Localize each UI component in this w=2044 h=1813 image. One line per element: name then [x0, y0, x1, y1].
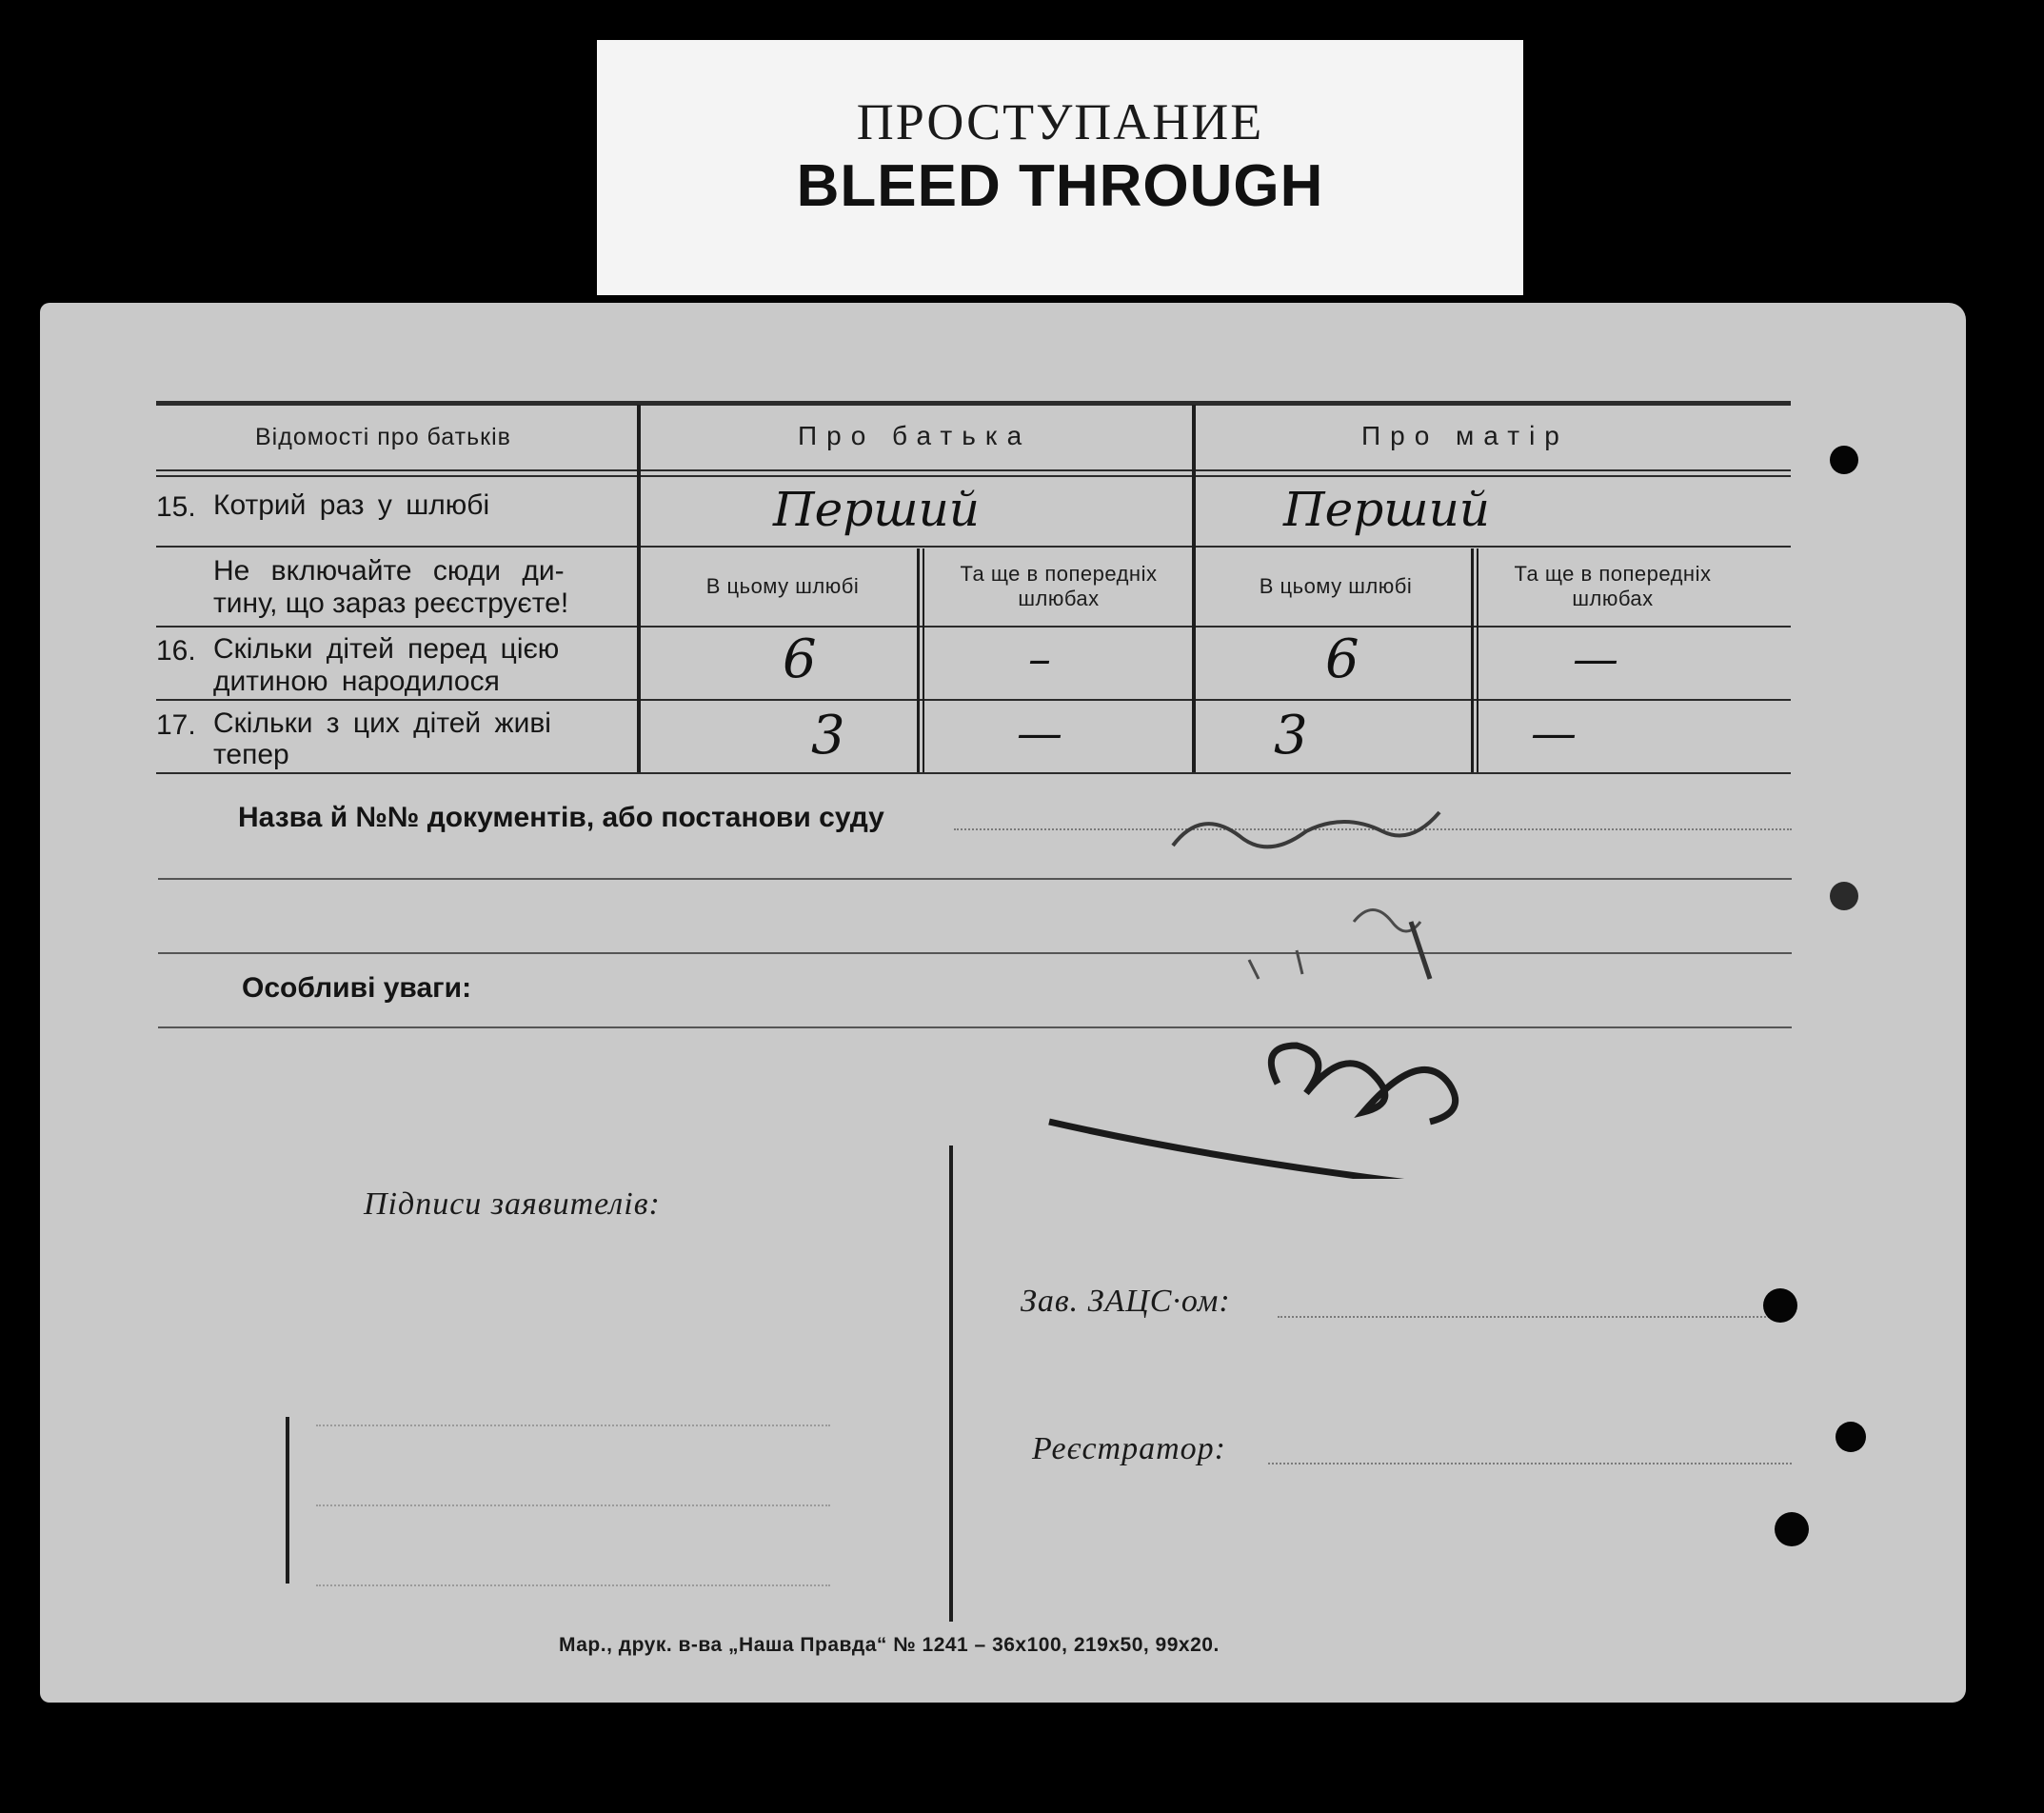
signatures-label: Підписи заявителів: — [364, 1186, 661, 1222]
row17-label-1: Скільки з цих дітей живі — [213, 707, 551, 739]
col1-divider — [637, 405, 641, 772]
zags-head-line — [1278, 1316, 1792, 1318]
header-mother: Про матір — [1361, 421, 1569, 450]
bleed-through-label — [597, 40, 1523, 295]
father-prev-line2: шлюбах — [1018, 587, 1100, 610]
mother-prev-line1: Та ще в попередніх — [1514, 562, 1712, 586]
mother-prev-marriages-header — [1479, 562, 1746, 611]
signature-bracket — [286, 1417, 289, 1584]
mother-subcol-divider — [1471, 548, 1474, 772]
row17-mother-prev: — — [1531, 707, 1577, 760]
documents-label: Назва й №№ документів, або постанови суду — [238, 802, 884, 833]
printer-footer: Мар., друк. в-ва „Наша Правда“ № 1241 – 36x100, 219x50, 99x20. — [559, 1634, 1220, 1656]
signature-line-1 — [316, 1424, 830, 1426]
mother-prev-line2: шлюбах — [1572, 587, 1654, 610]
header-rule-2 — [156, 475, 1791, 477]
zags-head-label: Зав. ЗАЦС·ом: — [1021, 1284, 1231, 1319]
binder-hole — [1830, 446, 1858, 474]
row15-rule — [156, 546, 1791, 548]
father-this-marriage-header: В цьому шлюбі — [705, 574, 860, 598]
row15-number: 15. — [156, 491, 196, 523]
row16-rule — [156, 699, 1791, 701]
binder-hole — [1763, 1288, 1797, 1323]
row17-number: 17. — [156, 709, 196, 741]
father-prev-line1: Та ще в попередніх — [960, 562, 1158, 586]
row16-father-this: 6 — [783, 628, 817, 690]
row17-father-this: 3 — [811, 705, 845, 767]
note-line-1: Не включайте сюди ди- — [213, 555, 565, 587]
row15-father-value: Перший — [773, 482, 980, 537]
row16-number: 16. — [156, 635, 196, 667]
row15-label: Котрий раз у шлюбі — [213, 489, 490, 521]
row16-mother-prev: — — [1573, 632, 1618, 686]
row16-mother-this: 6 — [1325, 628, 1359, 690]
header-father: Про батька — [798, 421, 1032, 450]
binder-hole — [1836, 1422, 1866, 1452]
row16-label-2: дитиною народилося — [213, 666, 500, 697]
row16-label-1: Скільки дітей перед цією — [213, 633, 560, 665]
row17-label-2: тепер — [213, 739, 289, 770]
row17-father-prev: — — [1017, 707, 1062, 760]
signature-line-3 — [316, 1584, 830, 1586]
header-parents-info: Відомості про батьків — [255, 424, 511, 450]
row17-mother-this: 3 — [1274, 705, 1308, 767]
row16-father-prev: – — [1028, 632, 1051, 686]
registrar-line — [1268, 1463, 1792, 1464]
binder-hole — [1775, 1512, 1809, 1546]
signature-divider — [949, 1146, 953, 1622]
father-prev-marriages-header — [925, 562, 1192, 611]
subheader-rule — [156, 626, 1791, 628]
registration-form-page — [40, 303, 1966, 1703]
note-line-2: тину, що зараз реєструєте! — [213, 588, 569, 619]
father-mother-divider — [1192, 405, 1196, 772]
father-subcol-divider-2 — [923, 548, 924, 772]
table-top-rule — [156, 401, 1791, 406]
signature-line-2 — [316, 1504, 830, 1506]
father-subcol-divider — [917, 548, 920, 772]
header-rule — [156, 469, 1791, 471]
row15-mother-value: Перший — [1283, 482, 1490, 537]
notes-label: Особливі уваги: — [242, 972, 472, 1004]
registrar-label: Реєстратор: — [1032, 1431, 1226, 1466]
mother-subcol-divider-2 — [1477, 548, 1478, 772]
mother-this-marriage-header: В цьому шлюбі — [1259, 574, 1413, 598]
bleed-through-handwriting — [1021, 760, 1592, 1179]
binder-hole — [1830, 882, 1858, 910]
label-russian: ПРОСТУПАНИЕ — [856, 93, 1264, 150]
label-english: BLEED THROUGH — [796, 153, 1324, 219]
